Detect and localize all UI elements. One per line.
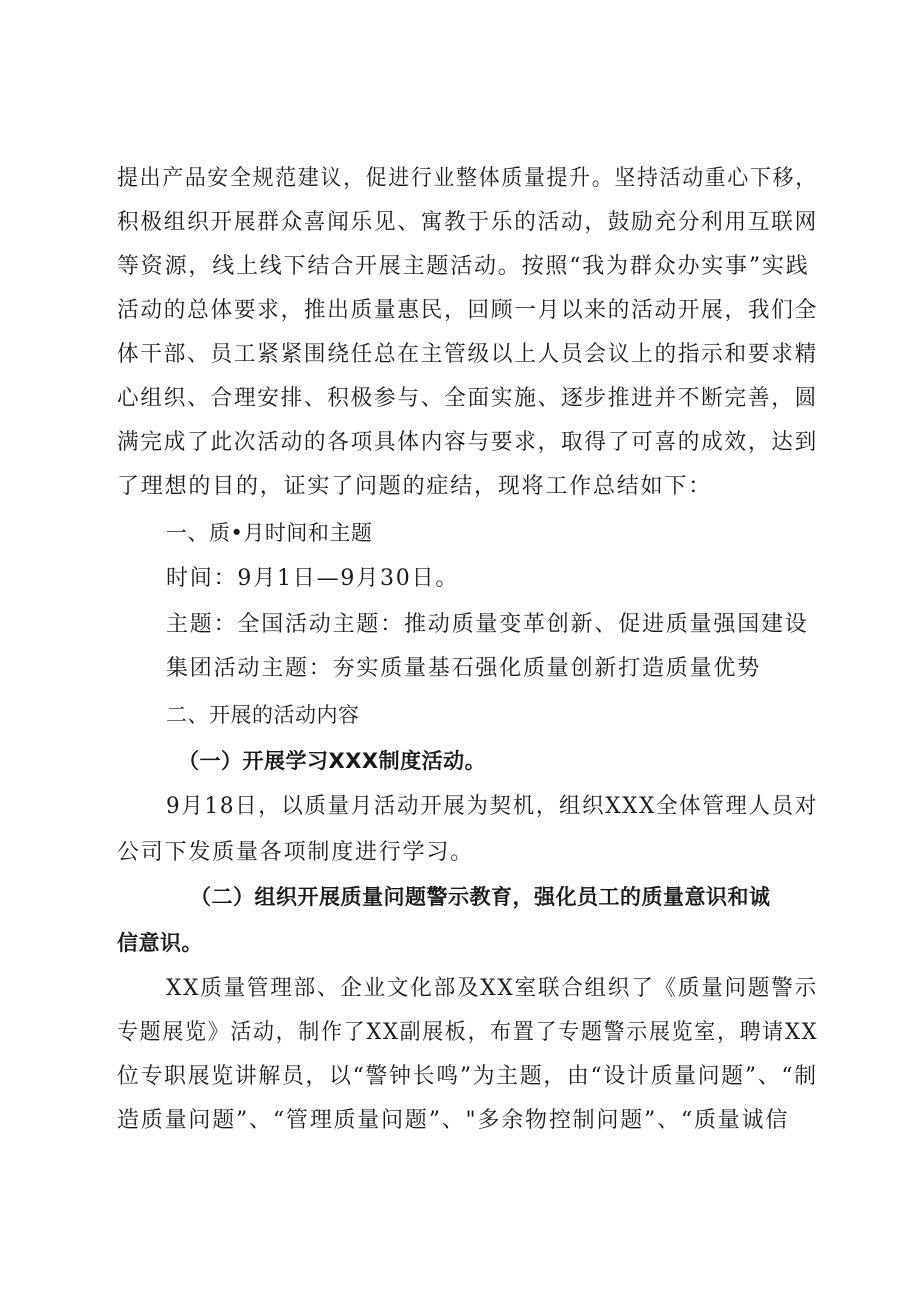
paragraph-line: XX质量管理部、企业文化部及XX室联合组织了《质量问题警示 bbox=[166, 976, 818, 1001]
paragraph-line: 活动的总体要求，推出质量惠民，回顾一月以来的活动开展，我们全 bbox=[117, 298, 819, 323]
subsection-heading-2: （二）组织开展质量问题警示教育，强化员工的质量意识和诚 bbox=[190, 885, 771, 909]
paragraph-line: 等资源，线上线下结合开展主题活动。按照“我为群众办实事”实践 bbox=[117, 254, 810, 279]
paragraph-line: 公司下发质量各项制度进行学习。 bbox=[117, 840, 475, 865]
paragraph-line: 积极组织开展群众喜闻乐见、寓教于乐的活动，鼓励充分利用互联网 bbox=[117, 210, 819, 235]
group-theme-line: 集团活动主题：夯实质量基石强化质量创新打造质量优势 bbox=[166, 656, 762, 681]
time-line: 时间：9月1日—9月30日。 bbox=[166, 566, 460, 591]
paragraph-line: 满完成了此次活动的各项具体内容与要求，取得了可喜的成效，达到 bbox=[117, 430, 819, 455]
theme-line: 主题：全国活动主题：推动质量变革创新、促进质量强国建设 bbox=[166, 612, 809, 637]
paragraph-line: 9月18日，以质量月活动开展为契机，组织XXX全体管理人员对 bbox=[166, 794, 818, 819]
paragraph-line: 心组织、合理安排、积极参与、全面实施、逐步推进并不断完善，圆 bbox=[117, 386, 819, 411]
paragraph-line: 了理想的目的，证实了问题的症结，现将工作总结如下： bbox=[117, 474, 713, 499]
section-heading-2: 二、开展的活动内容 bbox=[166, 703, 360, 727]
paragraph-line: 造质量问题”、“管理质量问题”、"多余物控制问题”、“质量诚信 bbox=[117, 1108, 790, 1133]
paragraph-line: 体干部、员工紧紧围绕任总在主管级以上人员会议上的指示和要求精 bbox=[117, 342, 819, 367]
subsection-heading-1: （一）开展学习XXX制度活动。 bbox=[178, 749, 487, 773]
section-heading-1: 一、质•月时间和主题 bbox=[166, 521, 373, 545]
paragraph-line: 提出产品安全规范建议，促进行业整体质量提升。坚持活动重心下移， bbox=[117, 166, 818, 191]
paragraph-line: 专题展览》活动，制作了XX副展板，布置了专题警示展览室，聘请XX bbox=[117, 1020, 819, 1045]
paragraph-line: 位专职展览讲解员，以“警钟长鸣”为主题，由“设计质量问题”、“制 bbox=[117, 1064, 818, 1089]
subsection-heading-2-cont: 信意识。 bbox=[117, 931, 203, 955]
